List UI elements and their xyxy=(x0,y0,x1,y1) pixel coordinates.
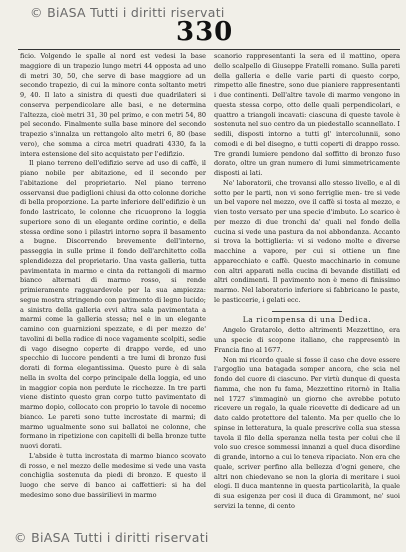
right-column xyxy=(214,52,400,512)
page-header xyxy=(0,3,406,49)
watermark-top: © BiASA Tutti i diritti riservati xyxy=(30,5,225,20)
right-paragraph-1: scanorio rappresentanti la sera ed il mattino, opera dello scalpello di Giuseppe Fratelli romano. Sulla pareti della galleria e delle varie parti di questo corpo, rimpetto alle finestre, sono due pianiere rappresentanti i due continenti. Dell'altre tavole di marmo vengono in questa stessa corpo, otto delle quali perpendicolari, e quattro a triangoli incavati: ciascuna di queste tavole è sostenuta nel suo centro da un piedestallo scannellato. I sedili, disposti intorno a tutti gl' intercolunnii, sono comodi e di bel disegno, e tutti coperti di drappo rosso. Tre grandi lumiere pendono dal soffitto di bronzo fuso dorato, oltre un gran numero di lumi simmetricamente disposti ai lati. xyxy=(214,52,400,177)
page-number: 330 xyxy=(176,17,234,47)
header-rule xyxy=(18,49,400,50)
section-divider xyxy=(272,311,342,312)
left-paragraph-2: Il piano terreno dell'edifizio serve ad uso di caffè, il piano nobile per abitazione, ed il secondo per l'abitazione del proprietario. Nel piano terreno osservansi due padiglioni chiusi da otto colonne doriche di bella proporzione. La parte inferiore dell'edifizio è un fondo lastricato, le colonne che ricuoprono la loggia superiore sono di un elegante ordine corintio, e della stessa ordine sono i pilastri intorno sopra il basamento a bugne. Discorrendo brevemente dell'interno, passeggia in sulle prime il fondo dell'architetto colla splendidezza del proprietario. Una vasta galleria, tutta pavimentata in marmo e cinta da rettangoli di marmo bianco alternati di marmo rosso, si rende primieramente ragguardevole per la sua ampiezza: segue mostra stringendo con pavimento di legno lucido; a sinistra della galleria evvi altra sala pavimentata a marmi come la galleria stessa; nel e in un elegante camino con guarnizioni spezzate, e di per mezzo de' tavolini di bella radice di noce vagamente scolpiti, sedie di vago disegno coperte di drappo verde, ed uno specchio di luccore pendenti a tre lumi di bronzo fusi dorati di forma elegantissima. Questo pure è di sala nella in svolta del corpo principale della loggia, ed uno in maggior copia non perdute le ricchezze. In tre parti viene distinto questo gran corpo tutto pavimentato di marmo dopio, collocato con proprio lo tavole di nocemo bianco. Le pareti sono tutte incrostate di marmi; di marmo ugualmente sono sui ballatoi ne colonne, che formano in ripetizione con capitelli di bella bronze tutte nuovi dorati. xyxy=(20,159,206,450)
section-paragraph-2: Non mi ricordo quale si fosse il caso che dove essere l'argoglio una batagada somper ancora, che scia nel fondo del cuore di ciascuno. Per virtù dunque di questa fiamma, che non fu fama, Mezzettino ritornò in Italia nel 1727 s'immaginò un giorno che avrebbe potuto ricevere un regalo, la quale ricevette di dedicare ad un dato caldo protettore del talento. Ma per quello che lo spinse in letteratura, la quale prescrive colla sua stessa tavola il filo della speranza nella testa per colui che il volo suo cresce sommessi innanzi a quel duca disordine di grande, intorno a cui lo teneva ripaciato. Non era che quale, scriver perfino alla bellezza d'ogni genere, che altri non chiedevano se non la gloria di meritare i suoi elogi. Il duca mantenne in questa particolarità, la quale di sua esigenza per cosi il duca di Grammont, ne' suoi servizi la tenne, di cento xyxy=(214,355,400,510)
section-title: La ricompensa di una Dedica. xyxy=(242,314,372,324)
left-paragraph-1: ficio. Volgendo le spalle al nord est vedesi la base maggiore di un trapezio lungo metri 44 opposta ad uno di metri 30, 50, che serve di base maggiore ad un secondo trapezio, di cui la minore conta soltanto metri 9, 40. Il lato a sinistra di questi due quadrilateri si conserva perpendicolare alle basi, e ne determina l'altezza, cioè metri 31, 30 pel primo, e con metri 54, 80 pel secondo. Finalmente sulla base minore del secondo trapezio s'innalza un rettangolo alto metri 6, 80 (base vero), che somma a circa metri quadrati 4330, fa la intera estensione del sito acquistato per l'edifizio. xyxy=(20,52,206,158)
section-paragraph-1: Angelo Gratarolo, detto altrimenti Mezzettino, era una specie di scopone italiano, che rappresentò in Francia fino al 1677. xyxy=(214,326,400,354)
left-column xyxy=(20,52,206,501)
right-paragraph-2: Ne' laboratorii, che trovansi allo stesso livello, e al di sotto per le parti, non vi sono ferriglie men- tre si vede un bel vapore nel mezzo, ove il caffè si tosta al mezzo, e vien tosto versato per una specie d'imbuto. Lo scarico è per mezzo di due tronchi da' quali nel fondo della cucina si vede una pastura da noi abbondanza. Accanto si trova la bottiglieria: vi si vedono molte e diverse macchine a vapore, per cui si ottiene un fine apparecchiato e caffè. Questo macchinario in comune con altri apparati nella cucina di bevande distillati ed altri condimenti. Il pavimento non è meno di finissimo marmo. Nel laboratorio inferiore si fabbricano le paste, le pasticcerie, i gelati ecc. xyxy=(214,178,400,304)
watermark-bottom: © BiASA Tutti i diritti riservati xyxy=(14,530,209,545)
left-paragraph-3: L'abside è tutta incrostata di marmo bianco scovato di rosso, e nel mezzo delle medesime si vede una vasta conchiglia sostenuta da piedi di bronzo. E questo il luogo che serve di banco ai caffettieri: si ha del medesimo sono due bassirilievi in marmo xyxy=(20,451,206,499)
